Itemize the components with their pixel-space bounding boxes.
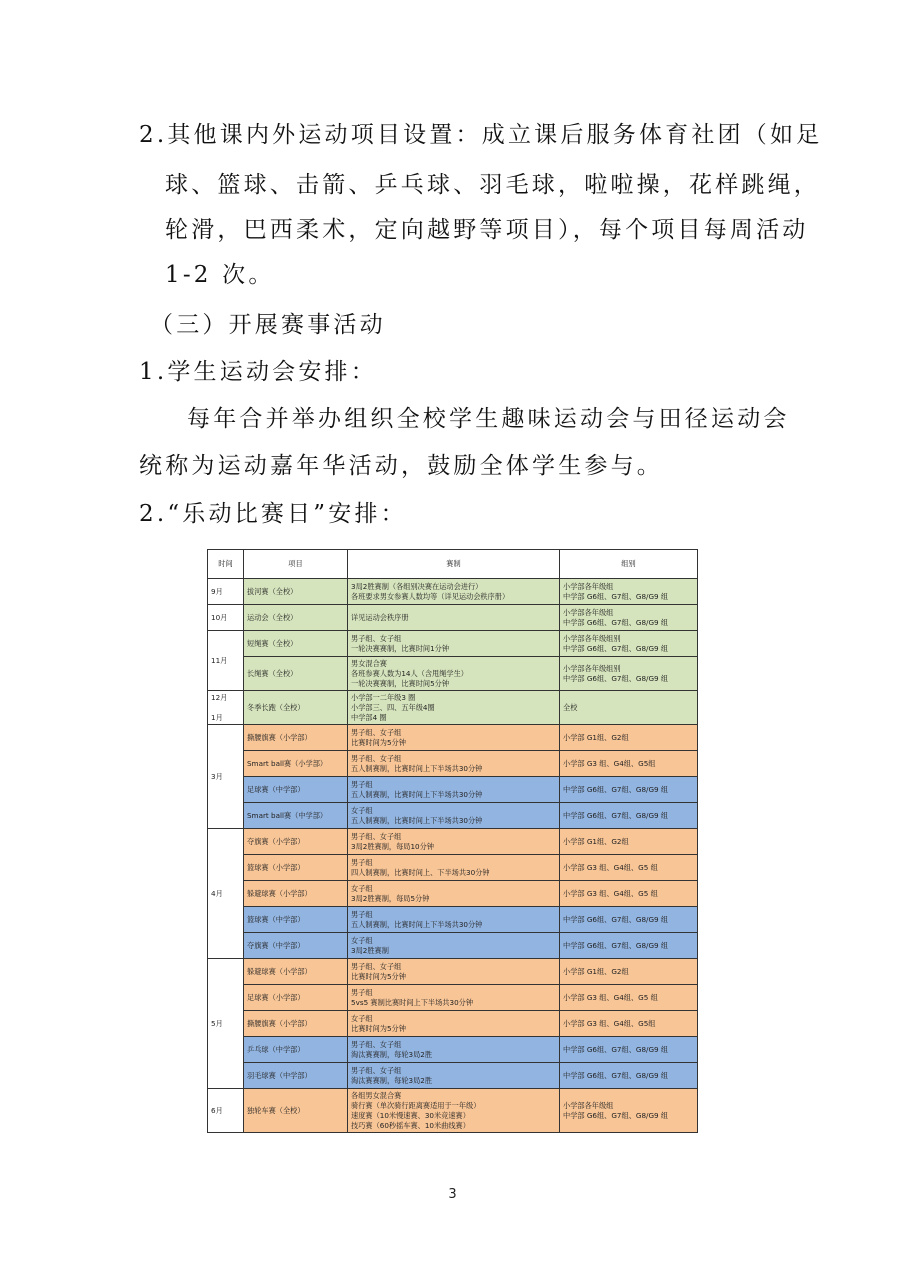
table-row — [208, 579, 698, 605]
format-line: 小学部一二年级3 圈 — [351, 692, 416, 702]
format-line: 各班参赛人数为14人（含甩绳学生） — [351, 668, 468, 678]
table-row — [208, 631, 698, 657]
format-cell — [348, 579, 560, 605]
section-heading: （三）开展赛事活动 — [150, 312, 386, 338]
table-row — [208, 725, 698, 751]
format-cell — [348, 881, 560, 907]
group-cell — [560, 1037, 698, 1063]
format-line: 比赛时间为5分钟 — [351, 1023, 406, 1033]
event-name-cell: 运动会（全校） — [244, 605, 348, 631]
format-line: 淘汰赛赛制，每轮3局2胜 — [351, 1049, 433, 1059]
group-line: 小学部 G3 组、G4组、G5组 — [563, 758, 656, 768]
month-cell: 12月 1月 — [208, 691, 244, 725]
table-body — [208, 579, 698, 1133]
format-line: 男子组 — [351, 779, 373, 789]
paragraph-line: 每年合并举办组织全校学生趣味运动会与田径运动会 — [187, 406, 790, 432]
format-cell — [348, 691, 560, 725]
format-line: 小学部三、四、五年级4圈 — [351, 702, 435, 712]
format-line: 五人制赛制，比赛时间上下半场共30分钟 — [351, 763, 483, 773]
format-line: 3局2胜赛制（各组别决赛在运动会进行） — [351, 581, 483, 591]
format-cell — [348, 829, 560, 855]
format-line: 男子组、女子组 — [351, 753, 402, 763]
format-cell — [348, 1089, 560, 1133]
paragraph-line: 轮滑，巴西柔术，定向越野等项目），每个项目每周活动 — [165, 217, 809, 243]
format-cell — [348, 657, 560, 691]
table-row — [208, 1011, 698, 1037]
format-line: 五人制赛制，比赛时间上下半场共30分钟 — [351, 919, 483, 929]
group-line: 中学部 G6组、G7组、G8/G9 组 — [563, 1070, 669, 1080]
paragraph-line: 统称为运动嘉年华活动，鼓励全体学生参与。 — [139, 453, 663, 479]
format-line: 女子组 — [351, 935, 373, 945]
month-cell: 10月 — [208, 605, 244, 631]
event-name-cell: 篮球赛（小学部） — [244, 855, 348, 881]
paragraph-line: 2.其他课内外运动项目设置：成立课后服务体育社团（如足 — [139, 122, 823, 148]
event-name-cell: 长绳赛（全校） — [244, 657, 348, 691]
event-name-cell: 乒乓球（中学部） — [244, 1037, 348, 1063]
format-cell — [348, 1063, 560, 1089]
competition-schedule-table — [207, 549, 698, 1133]
group-line: 小学部 G1组、G2组 — [563, 966, 629, 976]
format-line: 男女混合赛 — [351, 658, 387, 668]
group-line: 小学部各年级组 — [563, 607, 614, 617]
group-cell — [560, 933, 698, 959]
format-line: 男子组 — [351, 909, 373, 919]
group-line: 中学部 G6组、G7组、G8/G9 组 — [563, 940, 669, 950]
table-row — [208, 933, 698, 959]
group-cell — [560, 1089, 698, 1133]
format-line: 女子组 — [351, 1013, 373, 1023]
format-line: 五人制赛制，比赛时间上下半场共30分钟 — [351, 789, 483, 799]
subsection-heading: 2.“乐动比赛日”安排： — [139, 501, 407, 527]
group-cell — [560, 1063, 698, 1089]
event-name-cell: 躲避球赛（小学部） — [244, 959, 348, 985]
format-line: 四人制赛制，比赛时间上、下半场共30分钟 — [351, 867, 490, 877]
group-line: 中学部 G6组、G7组、G8/G9 组 — [563, 1044, 669, 1054]
paragraph-line: 球、篮球、击箭、乒乓球、羽毛球，啦啦操，花样跳绳， — [165, 172, 820, 198]
format-line: 3局2胜赛制，每局10分钟 — [351, 841, 434, 851]
format-line: 男子组、女子组 — [351, 633, 402, 643]
format-line: 一轮决赛赛制，比赛时间1分钟 — [351, 643, 450, 653]
month-cell: 4月 — [208, 829, 244, 959]
event-name-cell: 撕腰旗赛（小学部） — [244, 1011, 348, 1037]
table-row — [208, 855, 698, 881]
event-name-cell: 冬季长跑（全校） — [244, 691, 348, 725]
table-row — [208, 829, 698, 855]
group-line: 中学部 G6组、G7组、G8/G9 组 — [563, 643, 669, 653]
event-name-cell: 足球赛（小学部） — [244, 985, 348, 1011]
group-cell — [560, 1011, 698, 1037]
format-line: 男子组、女子组 — [351, 727, 402, 737]
group-line: 中学部 G6组、G7组、G8/G9 组 — [563, 914, 669, 924]
event-name-cell: Smart ball赛（小学部） — [244, 751, 348, 777]
group-line: 小学部 G3 组、G4组、G5 组 — [563, 888, 658, 898]
format-line: 3局2胜赛制，每局5分钟 — [351, 893, 430, 903]
format-line: 中学部4 圈 — [351, 712, 387, 722]
subsection-heading: 1.学生运动会安排： — [139, 359, 377, 385]
group-cell — [560, 657, 698, 691]
format-line: 男子组、女子组 — [351, 961, 402, 971]
format-cell — [348, 631, 560, 657]
format-cell — [348, 907, 560, 933]
event-name-cell: Smart ball赛（中学部） — [244, 803, 348, 829]
event-name-cell: 撕腰旗赛（小学部） — [244, 725, 348, 751]
format-line: 比赛时间为5分钟 — [351, 971, 406, 981]
group-cell — [560, 751, 698, 777]
event-name-cell: 羽毛球赛（中学部） — [244, 1063, 348, 1089]
table-row — [208, 691, 698, 725]
table-row — [208, 1089, 698, 1133]
group-line: 中学部 G6组、G7组、G8/G9 组 — [563, 784, 669, 794]
group-line: 小学部各年级组别 — [563, 663, 621, 673]
group-cell — [560, 855, 698, 881]
table-row — [208, 803, 698, 829]
format-line: 女子组 — [351, 805, 373, 815]
format-cell — [348, 1037, 560, 1063]
event-name-cell: 躲避球赛（小学部） — [244, 881, 348, 907]
event-name-cell: 夺旗赛（小学部） — [244, 829, 348, 855]
group-line: 小学部 G3 组、G4组、G5 组 — [563, 862, 658, 872]
group-line: 中学部 G6组、G7组、G8/G9 组 — [563, 673, 669, 683]
format-line: 详见运动会秩序册 — [351, 612, 409, 622]
group-line: 全校 — [563, 702, 578, 712]
group-line: 小学部 G1组、G2组 — [563, 836, 629, 846]
format-cell — [348, 751, 560, 777]
format-cell — [348, 933, 560, 959]
event-name-cell: 夺旗赛（中学部） — [244, 933, 348, 959]
event-name-cell: 独轮车赛（全校） — [244, 1089, 348, 1133]
format-cell — [348, 725, 560, 751]
table-row — [208, 1063, 698, 1089]
header-group: 组别 — [560, 550, 698, 579]
table-row — [208, 1037, 698, 1063]
format-line: 男子组、女子组 — [351, 1039, 402, 1049]
format-line: 各班要求男女参赛人数均等（详见运动会秩序册） — [351, 591, 510, 601]
table-row — [208, 605, 698, 631]
event-name-cell: 拔河赛（全校） — [244, 579, 348, 605]
group-line: 中学部 G6组、G7组、G8/G9 组 — [563, 810, 669, 820]
format-line: 比赛时间为5分钟 — [351, 737, 406, 747]
paragraph-line: 1-2 次。 — [165, 262, 275, 288]
format-line: 男子组、女子组 — [351, 831, 402, 841]
format-line: 各组男女混合赛 — [351, 1090, 402, 1100]
group-line: 小学部 G1组、G2组 — [563, 732, 629, 742]
format-line: 男子组、女子组 — [351, 1065, 402, 1075]
group-line: 小学部各年级组别 — [563, 633, 621, 643]
format-cell — [348, 959, 560, 985]
group-cell — [560, 691, 698, 725]
format-cell — [348, 777, 560, 803]
format-line: 男子组 — [351, 987, 373, 997]
format-cell — [348, 985, 560, 1011]
event-name-cell: 短绳赛（全校） — [244, 631, 348, 657]
group-cell — [560, 803, 698, 829]
format-line: 5vs5 赛制比赛时间上下半场共30分钟 — [351, 997, 474, 1007]
page-number: 3 — [448, 1187, 457, 1202]
header-item: 项目 — [244, 550, 348, 579]
header-format: 赛制 — [348, 550, 560, 579]
table-row — [208, 959, 698, 985]
month-cell: 9月 — [208, 579, 244, 605]
group-line: 小学部各年级组 — [563, 1100, 614, 1110]
table-row — [208, 657, 698, 691]
format-line: 速度赛（10米慢速赛、30米竞速赛） — [351, 1110, 470, 1120]
format-cell — [348, 605, 560, 631]
group-cell — [560, 725, 698, 751]
table-row — [208, 881, 698, 907]
group-cell — [560, 985, 698, 1011]
group-cell — [560, 907, 698, 933]
format-line: 女子组 — [351, 883, 373, 893]
group-cell — [560, 959, 698, 985]
group-line: 中学部 G6组、G7组、G8/G9 组 — [563, 617, 669, 627]
group-cell — [560, 605, 698, 631]
format-line: 3局2胜赛制 — [351, 945, 389, 955]
group-line: 小学部各年级组 — [563, 581, 614, 591]
group-line: 小学部 G3 组、G4组、G5组 — [563, 1018, 656, 1028]
group-line: 小学部 G3 组、G4组、G5 组 — [563, 992, 658, 1002]
format-cell — [348, 803, 560, 829]
format-line: 骑行赛（单次骑行距离赛适用于一年级） — [351, 1100, 481, 1110]
group-cell — [560, 881, 698, 907]
format-cell — [348, 1011, 560, 1037]
event-name-cell: 足球赛（中学部） — [244, 777, 348, 803]
month-cell: 3月 — [208, 725, 244, 829]
table-row — [208, 985, 698, 1011]
group-cell — [560, 829, 698, 855]
format-cell — [348, 855, 560, 881]
format-line: 男子组 — [351, 857, 373, 867]
table-row — [208, 777, 698, 803]
group-cell — [560, 777, 698, 803]
header-time: 时间 — [208, 550, 244, 579]
table-row — [208, 751, 698, 777]
group-line: 中学部 G6组、G7组、G8/G9 组 — [563, 1110, 669, 1120]
format-line: 淘汰赛赛制，每轮3局2胜 — [351, 1075, 433, 1085]
table-header-row — [208, 550, 698, 579]
month-cell: 5月 — [208, 959, 244, 1089]
month-cell: 6月 — [208, 1089, 244, 1133]
group-cell — [560, 631, 698, 657]
table-row — [208, 907, 698, 933]
month-cell: 11月 — [208, 631, 244, 691]
format-line: 五人制赛制，比赛时间上下半场共30分钟 — [351, 815, 483, 825]
format-line: 技巧赛（60秒摇车赛、10米曲线赛） — [351, 1120, 470, 1130]
event-name-cell: 篮球赛（中学部） — [244, 907, 348, 933]
group-cell — [560, 579, 698, 605]
group-line: 中学部 G6组、G7组、G8/G9 组 — [563, 591, 669, 601]
format-line: 一轮决赛赛制，比赛时间5分钟 — [351, 678, 450, 688]
